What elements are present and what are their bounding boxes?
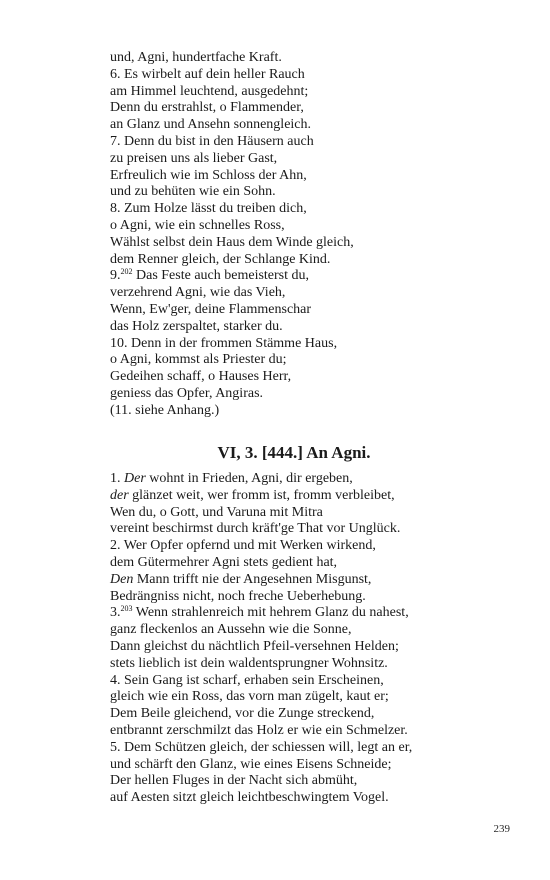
verse-line: am Himmel leuchtend, ausgedehnt; (110, 83, 309, 99)
line-text: Mann trifft nie der Angesehnen Misgunst, (133, 571, 372, 587)
verse-line: entbrannt zerschmilzt das Holz er wie ein Schmelzer. (110, 722, 408, 738)
verse-line: 4. Sein Gang ist scharf, erhaben sein Erscheinen, (110, 672, 384, 688)
verse-line: ganz fleckenlos an Aussehn wie die Sonne, (110, 622, 352, 638)
verse-line: Gedeihen schaff, o Hauses Herr, (110, 369, 292, 385)
verse-line: o Agni, wie ein schnelles Ross, (110, 217, 285, 233)
line-text: 1. (110, 471, 124, 486)
line-text: glänzet weit, wer fromm ist, fromm verbleibet, (128, 487, 395, 503)
footnote-marker: 202 (120, 267, 133, 277)
verse-line: und zu behüten wie ein Sohn. (110, 184, 276, 200)
line-text: Das Feste auch bemeisterst du, (132, 268, 310, 284)
emphasized-word: Den (110, 571, 134, 587)
verse-line: Erfreulich wie im Schloss der Ahn, (110, 167, 307, 183)
verse-line: und schärft den Glanz, wie eines Eisens Schneide; (110, 756, 392, 772)
verse-line: Der hellen Fluges in der Nacht sich abmüht, (110, 773, 358, 789)
verse-line: an Glanz und Ansehn sonnengleich. (110, 117, 312, 133)
verse-line: 10. Denn in der frommen Stämme Haus, (110, 335, 338, 351)
hymn-heading: VI, 3. [444.] An Agni. (217, 443, 371, 462)
verse-block-hymn (110, 471, 510, 807)
verse-line: 2. Wer Opfer opfernd und mit Werken wirkend, (110, 538, 376, 554)
verse-line (110, 268, 510, 285)
line-text: 3. (110, 605, 121, 621)
verse-line: 7. Denn du bist in den Häusern auch (110, 133, 314, 149)
verse-line: Bedrängniss nicht, noch freche Ueberhebung. (110, 588, 366, 604)
verse-line: 6. Es wirbelt auf dein heller Rauch (110, 66, 305, 82)
footnote-marker: 203 (120, 604, 133, 614)
verse-line (110, 572, 510, 589)
emphasized-word: der (110, 487, 129, 503)
verse-line: und, Agni, hundertfache Kraft. (110, 50, 282, 65)
verse-line: stets lieblich ist dein waldentsprungner Wohnsitz. (110, 655, 388, 671)
verse-line: dem Gütermehrer Agni stets gedient hat, (110, 554, 338, 570)
verse-line: geniess das Opfer, Angiras. (110, 385, 264, 401)
verse-line: Wenn, Ew'ger, deine Flammenschar (110, 301, 312, 317)
verse-line: Denn du erstrahlst, o Flammender, (110, 100, 304, 116)
verse-line: Wen du, o Gott, und Varuna mit Mitra (110, 504, 323, 520)
line-text: Wenn strahlenreich mit hehrem Glanz du nahest, (132, 605, 409, 621)
line-text: wohnt in Frieden, Agni, dir ergeben, (145, 471, 353, 486)
verse-line (110, 488, 510, 505)
verse-line: auf Aesten sitzt gleich leichtbeschwingtem Vogel. (110, 790, 389, 806)
verse-line: 5. Dem Schützen gleich, der schiessen will, legt an er, (110, 739, 413, 755)
verse-line: 8. Zum Holze lässt du treiben dich, (110, 201, 307, 217)
line-text: 9. (110, 268, 121, 284)
verse-line: verzehrend Agni, wie das Vieh, (110, 285, 286, 301)
verse-line: Dem Beile gleichend, vor die Zunge streckend, (110, 706, 375, 722)
verse-line: zu preisen uns als lieber Gast, (110, 150, 278, 166)
verse-line (110, 471, 510, 488)
verse-line: o Agni, kommst als Priester du; (110, 352, 287, 368)
verse-line: Wählst selbst dein Haus dem Winde gleich, (110, 234, 354, 250)
verse-line: dem Renner gleich, der Schlange Kind. (110, 251, 331, 267)
verse-line: Dann gleichst du nächtlich Pfeil-versehnen Helden; (110, 638, 399, 654)
verse-line: das Holz zerspaltet, starker du. (110, 318, 283, 334)
emphasized-word: Der (124, 471, 146, 486)
page-number: 239 (493, 823, 510, 835)
verse-line (110, 605, 510, 622)
verse-line: (11. siehe Anhang.) (110, 402, 220, 418)
verse-line: vereint beschirmst durch kräft'ge That vor Unglück. (110, 521, 401, 537)
verse-block-continued (110, 50, 510, 420)
verse-line: gleich wie ein Ross, das vorn man zügelt, kaut er; (110, 689, 389, 705)
